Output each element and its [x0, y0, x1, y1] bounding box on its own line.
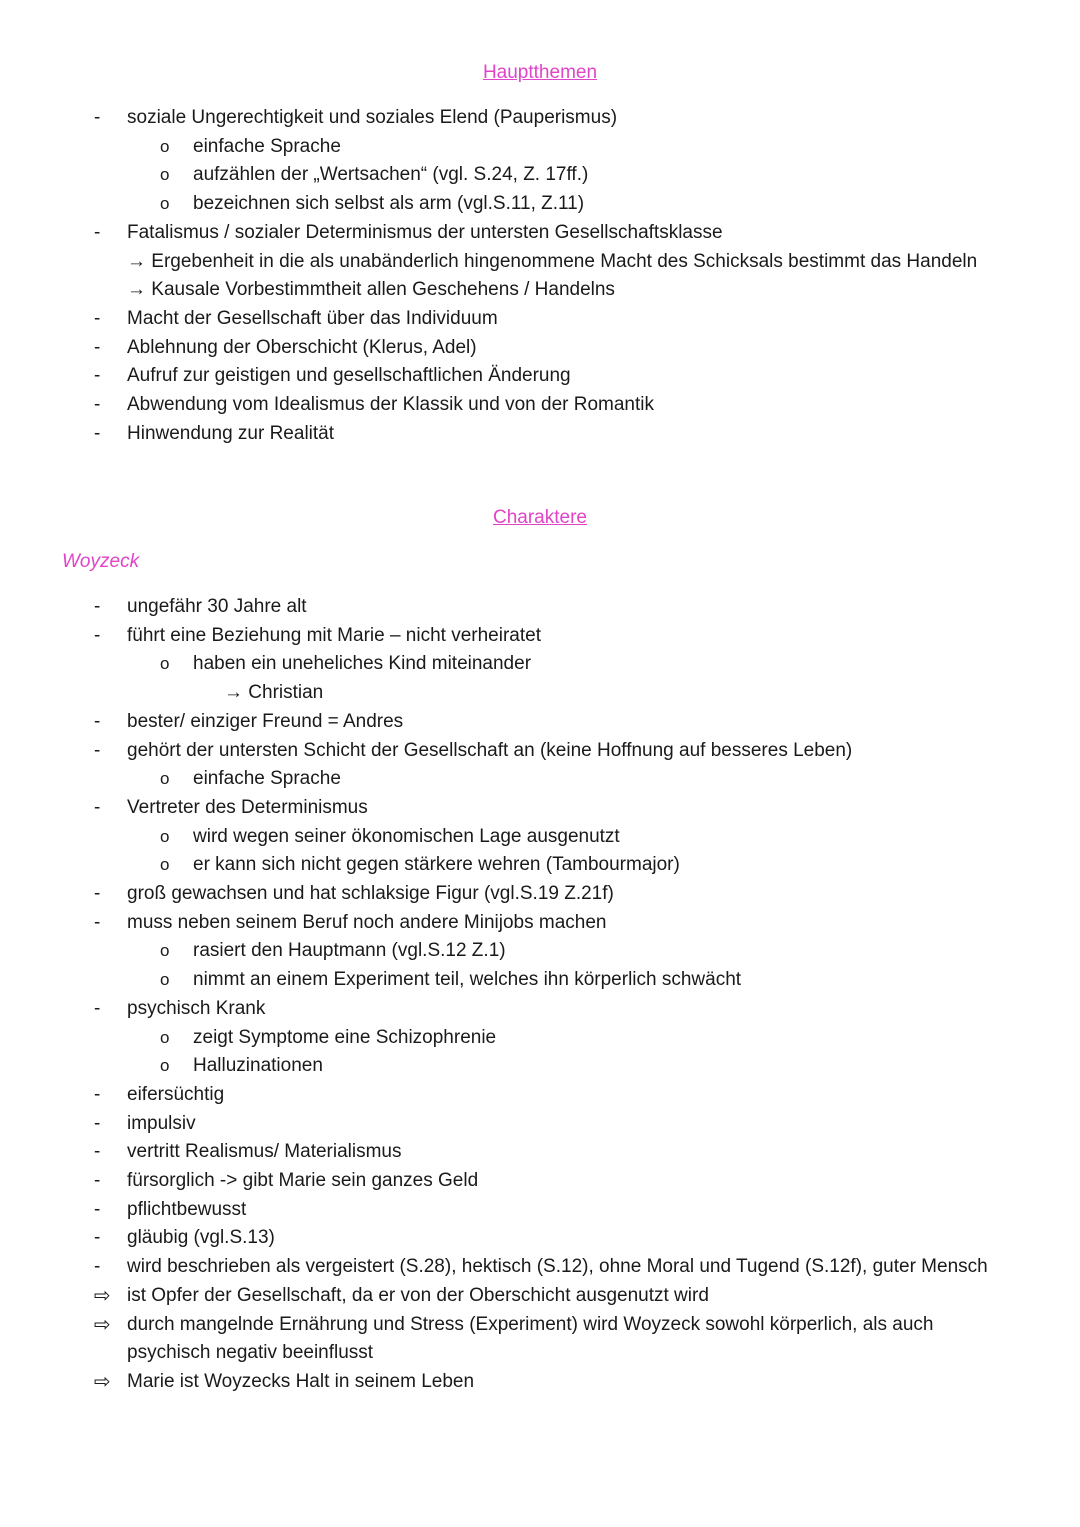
list-item-text: Ablehnung der Oberschicht (Klerus, Adel) [127, 336, 477, 358]
list-item-text: wird beschrieben als vergeistert (S.28), hektisch (S.12), ohne Moral und Tugend (S.12f), guter Mensch [127, 1256, 988, 1278]
bullet-dash: - [94, 394, 101, 415]
bullet-circle: o [160, 941, 170, 961]
list-item-text: nimmt an einem Experiment teil, welches ihn körperlich schwächt [193, 969, 742, 991]
list-item-text: rasiert den Hauptmann (vgl.S.12 Z.1) [193, 940, 506, 962]
bullet-dash: - [94, 221, 101, 243]
bullet-dash: - [94, 422, 101, 444]
list-item-text: bester/ einziger Freund = Andres [127, 710, 404, 732]
bullet-circle: o [160, 826, 170, 846]
bullet-dash: - [94, 336, 101, 358]
list-item-text: eifersüchtig [127, 1083, 225, 1105]
list-item-text: Vertreter des Determinismus [127, 796, 368, 818]
bullet-dash: - [94, 596, 101, 617]
bullet-circle: o [160, 194, 170, 214]
bullet-dash: - [94, 710, 101, 732]
list-item-text: ungefähr 30 Jahre alt [127, 596, 307, 617]
bullet-dash: - [94, 624, 101, 646]
bullet-circle: o [160, 769, 170, 789]
bullet-dash: - [94, 365, 101, 387]
list-item-text: Macht der Gesellschaft über das Individuum [127, 307, 498, 329]
bullet-circle: o [160, 654, 170, 674]
list-item-text: pflichtbewusst [127, 1198, 247, 1220]
arrow-right-icon: ⇨ [94, 1284, 111, 1307]
list-item-text: bezeichnen sich selbst als arm (vgl.S.11, Z.11) [193, 193, 585, 215]
list-item-text: groß gewachsen und hat schlaksige Figur (vgl.S.19 Z.21f) [127, 883, 614, 904]
list-item-text: muss neben seinem Beruf noch andere Minijobs machen [127, 911, 607, 933]
list-item-text: psychisch negativ beeinflusst [127, 1342, 374, 1364]
list-item-text: Marie ist Woyzecks Halt in seinem Leben [127, 1370, 475, 1392]
themes-heading: Hauptthemen [482, 62, 598, 83]
list-item-text: wird wegen seiner ökonomischen Lage ausgenutzt [193, 825, 620, 847]
list-item-text: Halluzinationen [193, 1055, 323, 1077]
list-item-text: durch mangelnde Ernährung und Stress (Experiment) wird Woyzeck sowohl körperlich, als auch [127, 1313, 934, 1335]
bullet-dash: - [94, 1141, 101, 1163]
bullet-dash: - [94, 1256, 101, 1278]
bullet-dash: - [94, 739, 101, 761]
list-item-text: einfache Sprache [193, 135, 341, 157]
list-item-text: zeigt Symptome eine Schizophrenie [193, 1026, 497, 1048]
list-item-text: gehört der untersten Schicht der Gesellschaft an (keine Hoffnung auf besseres Leben) [127, 739, 853, 761]
list-item-text: vertritt Realismus/ Materialismus [127, 1141, 402, 1163]
list-item-text: gläubig (vgl.S.13) [127, 1227, 275, 1249]
list-item-text: ist Opfer der Gesellschaft, da er von der Oberschicht ausgenutzt wird [127, 1284, 709, 1306]
bullet-dash: - [94, 107, 101, 128]
list-item-text: fürsorglich -> gibt Marie sein ganzes Geld [127, 1170, 479, 1191]
list-item-text: → Ergebenheit in die als unabänderlich hingenommene Macht des Schicksals bestimmt das Handeln [127, 250, 978, 272]
bullet-dash: - [94, 1170, 101, 1191]
list-item-text: einfache Sprache [193, 768, 341, 790]
bullet-dash: - [94, 997, 101, 1019]
bullet-dash: - [94, 1083, 101, 1105]
characters-heading: Charaktere [493, 507, 587, 528]
arrow-right-icon: ⇨ [94, 1370, 111, 1393]
bullet-circle: o [160, 1056, 170, 1076]
bullet-dash: - [94, 911, 101, 933]
bullet-dash: - [94, 1227, 101, 1249]
list-item-text: Aufruf zur geistigen und gesellschaftlichen Änderung [127, 365, 571, 387]
list-item-text: impulsiv [127, 1112, 196, 1134]
bullet-dash: - [94, 883, 101, 904]
bullet-circle: o [160, 165, 170, 185]
list-item-text: Abwendung vom Idealismus der Klassik und von der Romantik [127, 394, 654, 415]
list-item-text: psychisch Krank [127, 997, 266, 1019]
bullet-circle: o [160, 855, 170, 875]
bullet-dash: - [94, 307, 101, 329]
list-item-text: Fatalismus / sozialer Determinismus der untersten Gesellschaftsklasse [127, 221, 723, 243]
character-name: Woyzeck [62, 551, 140, 572]
list-item-text: Hinwendung zur Realität [127, 422, 335, 444]
bullet-dash: - [94, 1198, 101, 1220]
list-item-text: soziale Ungerechtigkeit und soziales Elend (Pauperismus) [127, 107, 618, 128]
list-item-text: → Christian [224, 682, 324, 704]
list-item-text: aufzählen der „Wertsachen“ (vgl. S.24, Z. 17ff.) [193, 164, 589, 186]
list-item-text: er kann sich nicht gegen stärkere wehren (Tambourmajor) [193, 854, 680, 876]
bullet-circle: o [160, 970, 170, 990]
list-item-text: haben ein uneheliches Kind miteinander [193, 653, 532, 675]
bullet-circle: o [160, 136, 170, 156]
list-item-text: führt eine Beziehung mit Marie – nicht verheiratet [127, 624, 541, 646]
bullet-circle: o [160, 1027, 170, 1047]
arrow-right-icon: ⇨ [94, 1313, 111, 1336]
bullet-dash: - [94, 796, 101, 818]
list-item-text: → Kausale Vorbestimmtheit allen Geschehens / Handelns [127, 279, 615, 301]
bullet-dash: - [94, 1112, 101, 1134]
